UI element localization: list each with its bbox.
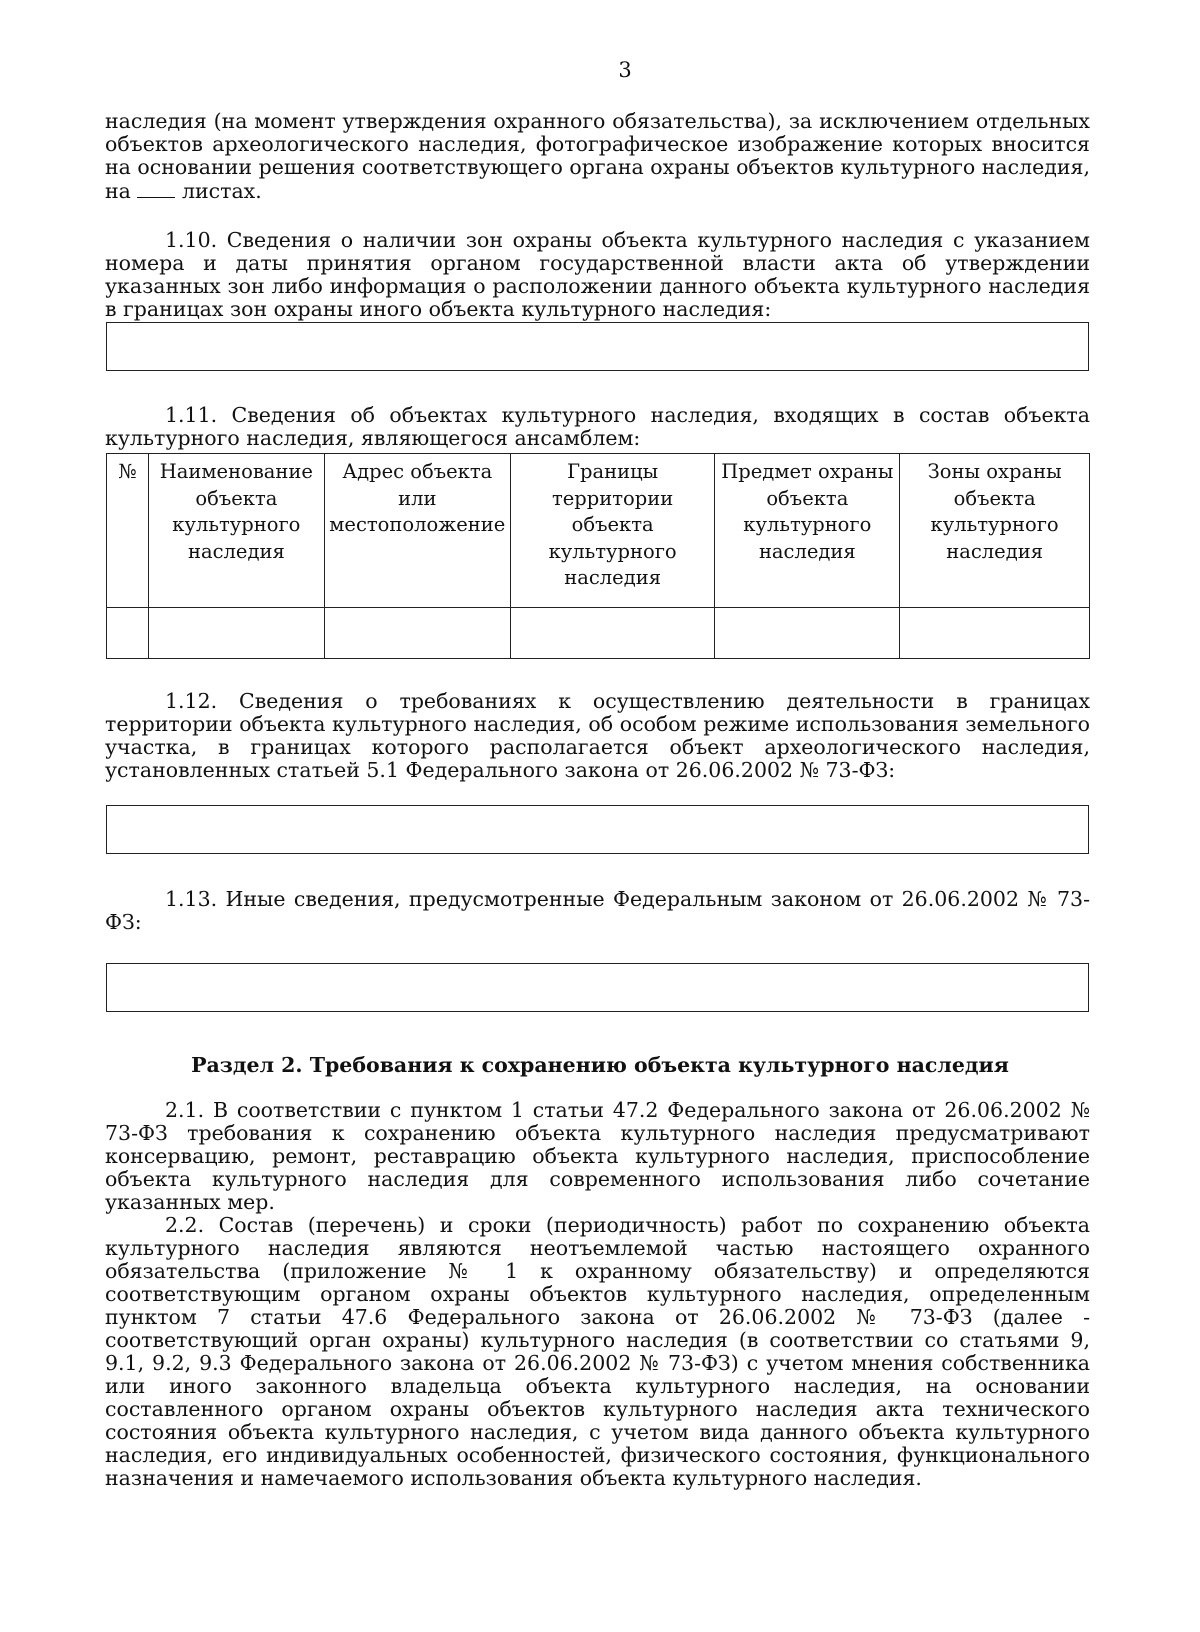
section-1-11-text: 1.11. Сведения об объектах культурного наследия, входящих в состав объекта культурного наследия, являющегося ансамблем: bbox=[105, 403, 1090, 450]
section-2-2-text: 2.2. Состав (перечень) и сроки (периодичность) работ по сохранению объекта культурного наследия являются неотъемлемой частью настоящего охранного обязательства (приложение № 1 к охранному обязательству) и определяются соответствующим органом охраны объектов культурного наследия, определенным пунктом 7 статьи 47.6 Федерального закона от 26.06.2002 № 73-ФЗ (далее - соответствующий орган охраны) культурного наследия (в соответствии со статьями 9, 9.1, 9.2, 9.3 Федерального закона от 26.06.2002 № 73-ФЗ) с учетом мнения собственника или иного законного владельца объекта культурного наследия, на основании составленного органом охраны объектов культурного наследия акта технического состояния объекта культурного наследия, с учетом вида данного объекта культурного наследия, его индивидуальных особенностей, физического состояния, функционального назначения и намечаемого использования объекта культурного наследия. bbox=[105, 1213, 1090, 1490]
table-cell bbox=[510, 608, 715, 659]
table-row bbox=[107, 608, 1090, 659]
intro-paragraph-text: наследия (на момент утверждения охранного обязательства), за исключением отдельных объектов археологического наследия, фотографическое изображение которых вносится на основании решения соответствующего органа охраны объектов культурного наследия, на bbox=[105, 109, 1090, 203]
section-1-12-text: 1.12. Сведения о требованиях к осуществлению деятельности в границах территории объекта культурного наследия, об особом режиме использования земельного участка, в границах которого располагается объект археологического наследия, установленных статьей 5.1 Федерального закона от 26.06.2002 № 73-ФЗ: bbox=[105, 689, 1090, 782]
table-cell bbox=[148, 608, 324, 659]
section-2-title: Раздел 2. Требования к сохранению объекта культурного наследия bbox=[191, 1053, 1009, 1077]
page-number: 3 bbox=[618, 58, 632, 82]
section-2-1-text: 2.1. В соответствии с пунктом 1 статьи 47.2 Федерального закона от 26.06.2002 № 73-ФЗ требования к сохранению объекта культурного наследия предусматривают консервацию, ремонт, реставрацию объекта культурного наследия, приспособление объекта культурного наследия для современного использования либо сочетание указанных мер. bbox=[105, 1098, 1090, 1214]
column-header-protection-subject: Предмет охраны объекта культурного наследия bbox=[715, 454, 900, 608]
section-1-13-answer-box bbox=[106, 963, 1089, 1012]
ensemble-objects-table bbox=[106, 453, 1090, 659]
intro-paragraph-end: листах. bbox=[181, 179, 262, 203]
column-header-protection-zones: Зоны охраны объекта культурного наследия bbox=[900, 454, 1090, 608]
section-1-12-answer-box bbox=[106, 805, 1089, 854]
table-cell bbox=[107, 608, 149, 659]
section-1-10-text: 1.10. Сведения о наличии зон охраны объекта культурного наследия с указанием номера и даты принятия органом государственной власти акта об утверждении указанных зон либо информация о расположении данного объекта культурного наследия в границах зон охраны иного объекта культурного наследия: bbox=[105, 228, 1090, 321]
table-cell bbox=[900, 608, 1090, 659]
column-header-number: № bbox=[107, 454, 149, 608]
sheet-count-blank bbox=[137, 179, 175, 198]
section-1-13-text: 1.13. Иные сведения, предусмотренные Федеральным законом от 26.06.2002 № 73-ФЗ: bbox=[105, 887, 1090, 934]
column-header-name: Наименование объекта культурного наследия bbox=[148, 454, 324, 608]
section-1-10-answer-box bbox=[106, 322, 1089, 371]
table-header-row bbox=[107, 454, 1090, 608]
table-cell bbox=[715, 608, 900, 659]
table-cell bbox=[324, 608, 510, 659]
column-header-boundaries: Границы территории объекта культурного наследия bbox=[510, 454, 715, 608]
intro-paragraph bbox=[105, 110, 1090, 203]
column-header-address: Адрес объекта или местоположение bbox=[324, 454, 510, 608]
